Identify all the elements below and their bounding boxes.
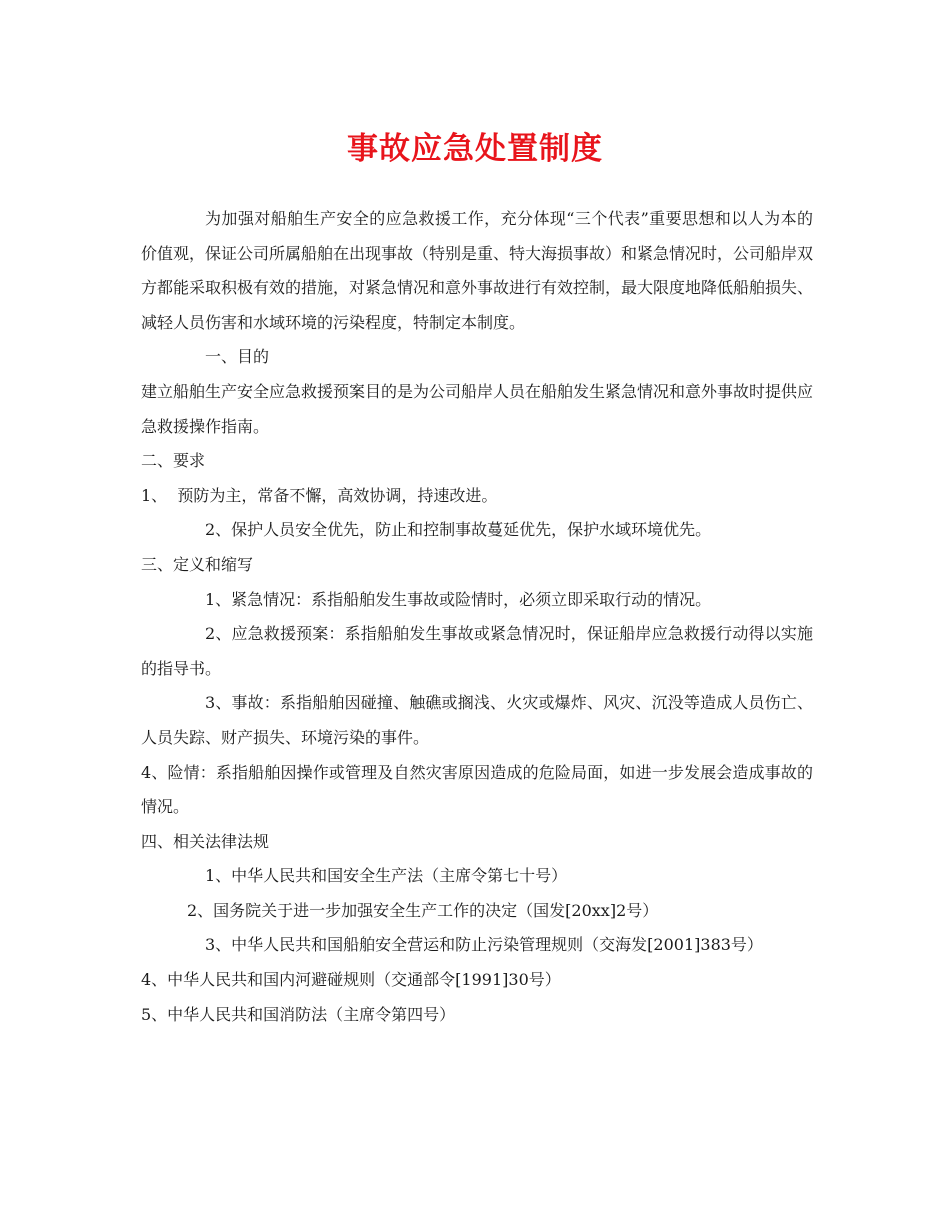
purpose-paragraph: 建立船舶生产安全应急救援预案目的是为公司船岸人员在船舶发生紧急情况和意外事故时提供应急救援操作指南。	[141, 381, 814, 436]
definition-item-1: 1、紧急情况：系指船舶发生事故或险情时，必须立即采取行动的情况。	[205, 589, 712, 609]
definition-item-3: 3、事故：系指船舶因碰撞、触礁或搁浅、火灾或爆炸、风灾、沉没等造成人员伤亡、人员失踪、财产损失、环境污染的事件。	[141, 693, 813, 747]
document-title: 事故应急处置制度	[347, 131, 603, 167]
section-heading-laws: 四、相关法律法规	[141, 831, 270, 851]
law-item-1: 1、中华人民共和国安全生产法（主席令第七十号）	[205, 866, 568, 886]
section-heading-definitions: 三、定义和缩写	[141, 554, 254, 574]
requirement-item-1: 1、 预防为主，常备不懈，高效协调，持速改进。	[141, 485, 498, 505]
definition-item-2: 2、应急救援预案：系指船舶发生事故或紧急情况时，保证船岸应急救援行动得以实施的指导书。	[141, 624, 813, 678]
law-item-3: 3、中华人民共和国船舶安全营运和防止污染管理规则（交海发[2001]383号）	[205, 935, 763, 955]
intro-paragraph: 为加强对船舶生产安全的应急救援工作，充分体现“三个代表”重要思想和以人为本的价值观，保证公司所属船舶在出现事故（特别是重、特大海损事故）和紧急情况时，公司船岸双方都能采取积极有效的措施，对紧急情况和意外事故进行有效控制，最大限度地降低船舶损失、减轻人员伤害和水域环境的污染程度，特制定本制度。	[141, 209, 814, 332]
section-heading-requirements: 二、要求	[141, 451, 206, 471]
law-item-5: 5、中华人民共和国消防法（主席令第四号）	[141, 1004, 456, 1024]
section-heading-purpose: 一、目的	[205, 347, 270, 367]
requirement-item-2: 2、保护人员安全优先，防止和控制事故蔓延优先，保护水域环境优先。	[205, 520, 712, 540]
law-item-2: 2、国务院关于进一步加强安全生产工作的决定（国发[20xx]2号）	[187, 900, 659, 920]
document-body	[141, 202, 813, 1032]
law-item-4: 4、中华人民共和国内河避碰规则（交通部令[1991]30号）	[141, 970, 561, 990]
definition-item-4: 4、险情：系指船舶因操作或管理及自然灾害原因造成的危险局面，如进一步发展会造成事故的情况。	[141, 762, 813, 817]
